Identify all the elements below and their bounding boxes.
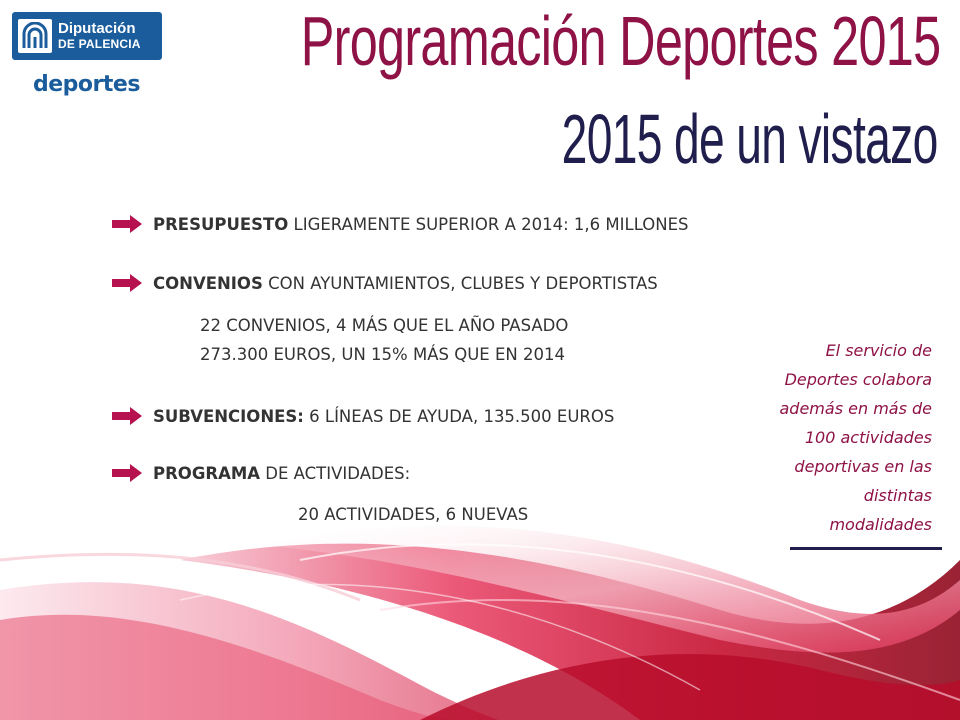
logo-line-2: DE PALENCIA — [58, 36, 141, 51]
building-icon — [18, 19, 52, 53]
logo-line-1: Diputación — [58, 20, 136, 38]
bullet-convenios — [110, 271, 658, 295]
programa-detail: 20 ACTIVIDADES, 6 NUEVAS — [298, 505, 529, 524]
arrow-right-icon — [110, 461, 144, 485]
diputacion-logo[interactable] — [12, 12, 162, 60]
page-subtitle: 2015 de un vistazo — [562, 100, 938, 178]
bullet-text: DE ACTIVIDADES: — [260, 463, 411, 483]
side-note-line: modalidades — [829, 515, 932, 534]
bullet-programa — [110, 461, 410, 485]
arrow-right-icon — [110, 212, 144, 236]
bullet-label: CONVENIOS — [153, 273, 263, 293]
bullet-presupuesto — [110, 212, 689, 236]
side-note-line: 100 actividades — [804, 428, 932, 447]
side-note-line: Deportes colabora — [784, 370, 932, 389]
bullet-text: LIGERAMENTE SUPERIOR A 2014: 1,6 MILLONES — [288, 214, 689, 234]
logo-text — [58, 21, 141, 51]
side-note-divider — [790, 547, 942, 550]
bullet-label: SUBVENCIONES: — [153, 406, 304, 426]
side-note-line: El servicio de — [825, 341, 932, 360]
convenios-detail-1: 22 CONVENIOS, 4 MÁS QUE EL AÑO PASADO — [200, 316, 569, 335]
side-note-line: distintas — [863, 486, 932, 505]
bullet-label: PRESUPUESTO — [153, 214, 289, 234]
arrow-right-icon — [110, 271, 144, 295]
side-note — [732, 336, 932, 539]
convenios-detail-2: 273.300 EUROS, UN 15% MÁS QUE EN 2014 — [200, 345, 565, 364]
deportes-brand: deportes — [33, 72, 140, 97]
page-title: Programación Deportes 2015 — [300, 2, 940, 80]
bullet-text: 6 LÍNEAS DE AYUDA, 135.500 EUROS — [303, 406, 615, 426]
side-note-line: además en más de — [779, 399, 932, 418]
side-note-line: deportivas en las — [794, 457, 932, 476]
arrow-right-icon — [110, 404, 144, 428]
bullet-text: CON AYUNTAMIENTOS, CLUBES Y DEPORTISTAS — [262, 273, 658, 293]
bullet-subvenciones — [110, 404, 614, 428]
bullet-label: PROGRAMA — [153, 463, 261, 483]
